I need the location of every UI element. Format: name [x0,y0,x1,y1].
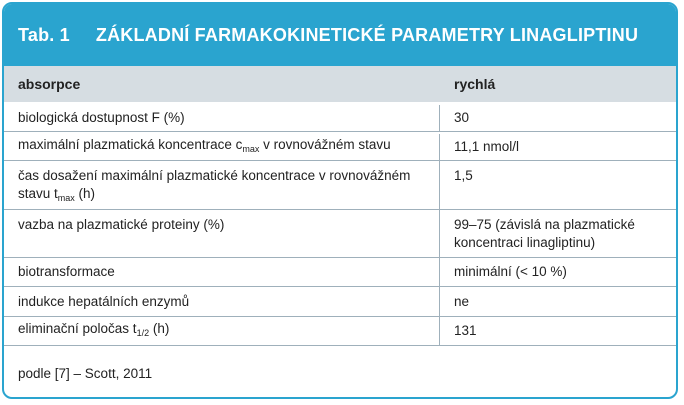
table-title: ZÁKLADNÍ FARMAKOKINETICKÉ PARAMETRY LINAGLIPTINU [95,24,639,45]
table-body [4,102,676,346]
row-parameter: biologická dostupnost F (%) [4,105,440,131]
row-value: 131 [454,323,477,338]
table-number: Tab. 1 [18,24,70,45]
table-row [4,210,676,258]
row-parameter: biotransformace [4,258,440,286]
table-row [4,317,676,346]
row-value: 11,1 nmol/l [454,139,520,154]
row-value: ne [454,293,470,309]
table-frame [2,2,678,399]
row-value: 30 [454,110,470,125]
row-parameter: maximální plazmatická koncentrace $c_{max}$ v rovnovážném stavu [4,134,440,160]
row-parameter: indukce hepatálních enzymů [4,287,440,316]
table-row [4,102,676,132]
table-source-note: podle [7] – Scott, 2011 [18,366,153,381]
table-row [4,258,676,287]
header-col-parameter: absorpce [18,76,81,92]
row-parameter: vazba na plazmatické proteiny (%) [4,210,440,257]
table-header-row [4,66,676,102]
header-col-value: rychlá [454,76,496,92]
table-row [4,161,676,210]
row-parameter: eliminační poločas $t_{1/2}$ (h) [4,317,440,345]
row-parameter: čas dosažení maximální plazmatické koncentrace v rovnovážném stavu $t_{max}$ (h) [4,161,440,209]
row-value: minimální (< 10 %) [454,264,567,279]
table-row [4,132,676,161]
row-value: 99–75 (závislá na plazmatické koncentraci linagliptinu) [454,217,635,250]
row-value: 1,5 [454,168,473,183]
table-title-bar [4,4,676,66]
table-row [4,287,676,317]
